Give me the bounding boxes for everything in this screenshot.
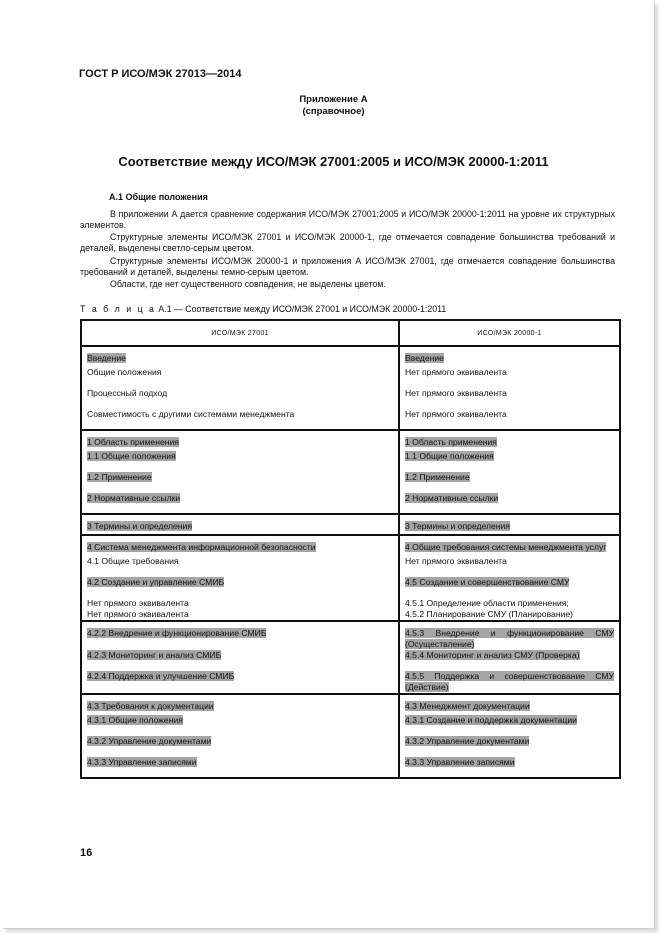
- cell-right: 4.5.5 Поддержка и совершенствование СМУ (Действие): [405, 671, 614, 692]
- cell-left: 1.1 Общие положения: [87, 451, 176, 461]
- table-row: [81, 621, 620, 650]
- table-row: [81, 430, 620, 451]
- table-row: [81, 736, 620, 757]
- cell-right: Нет прямого эквивалента: [405, 388, 507, 398]
- table-row: [81, 715, 620, 736]
- annex-type: (справочное): [302, 106, 365, 117]
- document-page: [3, 2, 655, 929]
- cell-right: 4.5.4 Мониторинг и анализ СМУ (Проверка): [405, 650, 580, 660]
- page-number: 16: [80, 847, 93, 859]
- cell-left: 3 Термины и определения: [87, 521, 193, 531]
- cell-right: 4.5 Создание и совершенствование СМУ: [405, 577, 570, 587]
- table-row: [81, 409, 620, 430]
- table-row: [81, 367, 620, 388]
- table-row: [81, 598, 620, 621]
- table-row: [81, 556, 620, 577]
- cell-right: Нет прямого эквивалента: [405, 556, 507, 566]
- paragraph: Структурные элементы ИСО/МЭК 20000-1 и приложения А ИСО/МЭК 27001, где отмечается совпадение большинства требований и деталей, выделены темно-серым цветом.: [80, 256, 615, 277]
- page-title: Соответствие между ИСО/МЭК 27001:2005 и ИСО/МЭК 20000-1:2011: [118, 154, 549, 169]
- cell-left: 4.3.1 Общие положения: [87, 715, 183, 725]
- cell-right-line: 4.5.2 Планирование СМУ (Планирование): [405, 609, 574, 619]
- table-row: [81, 671, 620, 694]
- paragraph: Структурные элементы ИСО/МЭК 27001 и ИСО/МЭК 20000-1, где отмечается совпадение большинства требований и деталей, выделены светло-серым цветом.: [80, 232, 615, 253]
- cell-left: 4.2.3 Мониторинг и анализ СМИБ: [87, 650, 222, 660]
- cell-right: 4.3.1 Создание и поддержка документации: [405, 715, 577, 725]
- cell-left: 4.3.2 Управление документами: [87, 736, 212, 746]
- cell-right: 1 Область применения: [405, 437, 497, 447]
- cell-left: 1 Область применения: [87, 437, 179, 447]
- table-row: [81, 694, 620, 715]
- cell-left: 4.2.2 Внедрение и функционирование СМИБ: [87, 628, 267, 638]
- table-row: [81, 535, 620, 556]
- table-caption-prefix: Т а б л и ц а: [80, 304, 156, 314]
- cell-left-line: Нет прямого эквивалента: [87, 598, 189, 608]
- column-header-iso27001: ИСО/МЭК 27001: [81, 320, 399, 346]
- cell-right: 2 Нормативные ссылки: [405, 493, 499, 503]
- table-row: [81, 472, 620, 493]
- cell-right: 4.3 Менеджмент документации: [405, 701, 530, 711]
- cell-left: Введение: [87, 353, 126, 363]
- cell-right: Нет прямого эквивалента: [405, 409, 507, 419]
- column-header-iso20000: ИСО/МЭК 20000-1: [399, 320, 620, 346]
- section-heading: А.1 Общие положения: [109, 192, 208, 202]
- table-row: [81, 388, 620, 409]
- table-row: [81, 757, 620, 778]
- cell-right: 1.2 Применение: [405, 472, 470, 482]
- paragraph: В приложении А дается сравнение содержания ИСО/МЭК 27001:2005 и ИСО/МЭК 20000-1:2011 на уровне их структурных элементов.: [80, 209, 615, 230]
- paragraph: Области, где нет существенного совпадения, не выделены цветом.: [110, 279, 386, 289]
- cell-right: Введение: [405, 353, 444, 363]
- table-row: [81, 346, 620, 367]
- cell-right: 4.3.3 Управление записями: [405, 757, 515, 767]
- table-row: [81, 451, 620, 472]
- cell-right: 1.1 Общие положения: [405, 451, 494, 461]
- annex-label: Приложение А: [299, 94, 368, 105]
- cell-left: Совместимость с другими системами менеджмента: [87, 409, 295, 419]
- cell-left: Процессный подход: [87, 388, 168, 398]
- cell-left: 2 Нормативные ссылки: [87, 493, 181, 503]
- table-row: [81, 514, 620, 535]
- cell-left: 4.3 Требования к документации: [87, 701, 214, 711]
- cell-left: 4.2.4 Поддержка и улучшение СМИБ: [87, 671, 235, 681]
- table-caption-text: А.1 — Соответствие между ИСО/МЭК 27001 и ИСО/МЭК 20000-1:2011: [155, 304, 447, 314]
- comparison-table: [80, 319, 621, 779]
- cell-right: 4.5.3 Внедрение и функционирование СМУ (Осуществление): [405, 628, 614, 649]
- cell-right: 3 Термины и определения: [405, 521, 511, 531]
- cell-left: 4.3.3 Управление записями: [87, 757, 197, 767]
- cell-left: 4.1 Общие требования: [87, 556, 179, 566]
- table-row: [81, 493, 620, 514]
- cell-right-line: 4.5.1 Определение области применения;: [405, 598, 569, 608]
- cell-right: Нет прямого эквивалента: [405, 367, 507, 377]
- cell-right: 4.3.2 Управление документами: [405, 736, 530, 746]
- cell-left: Общие положения: [87, 367, 162, 377]
- table-caption: [80, 304, 446, 314]
- document-id: ГОСТ Р ИСО/МЭК 27013—2014: [79, 68, 242, 80]
- cell-left-line: Нет прямого эквивалента: [87, 609, 189, 619]
- table-row: [81, 577, 620, 598]
- cell-left: 4 Система менеджмента информационной безопасности: [87, 542, 316, 552]
- cell-right: 4 Общие требования системы менеджмента услуг: [405, 542, 607, 552]
- cell-left: 1.2 Применение: [87, 472, 152, 482]
- table-row: [81, 650, 620, 671]
- cell-left: 4.2 Создание и управление СМИБ: [87, 577, 225, 587]
